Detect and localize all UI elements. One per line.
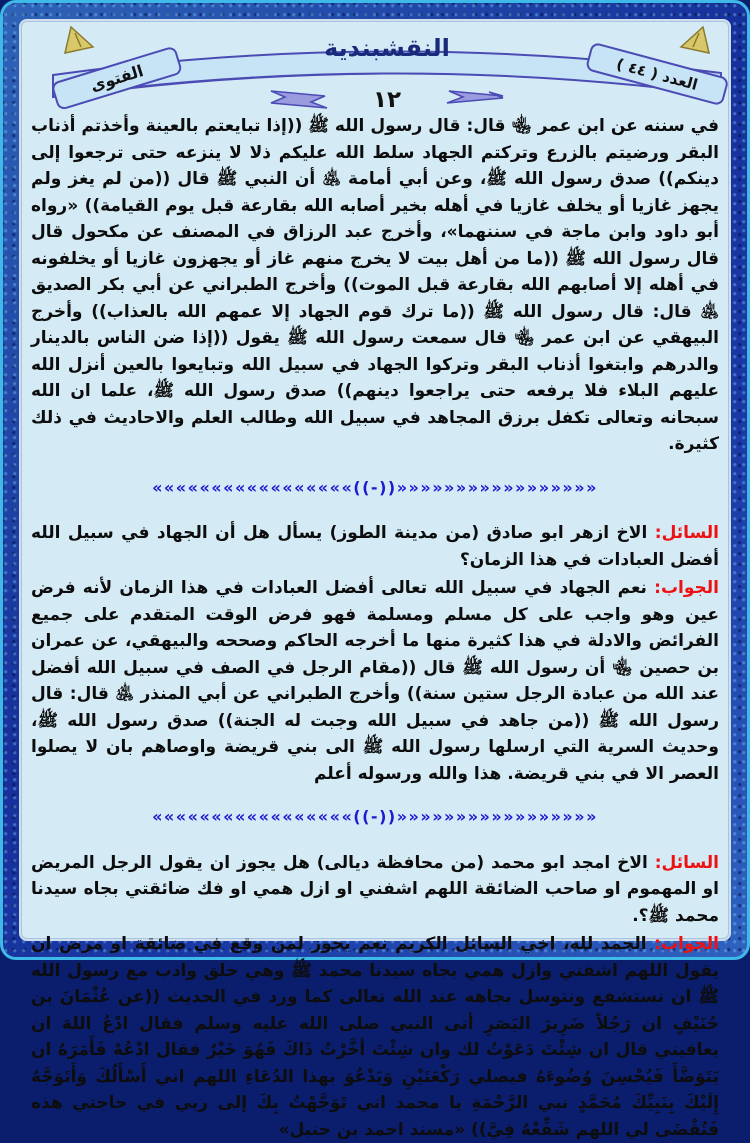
- fatwa-article: [31, 113, 719, 1143]
- intro-paragraph: في سننه عن ابن عمر ﵄ قال: قال رسول الله ﷺ ((إذا تبايعتم بالعينة وأخذتم أذناب البقر ورضيتم بالزرع وتركتم الجهاد سلط الله عليكم ذلا لا ينزعه حتى ترجعوا إلى دينكم)) صدق رسول الله ﷺ، وعن أبي أمامة ﵁ أن النبي ﷺ قال ((من لم يغز ولم يجهز غازيا أو يخلف غازيا في أهله بخير أصابه الله بقارعة قبل يوم القيامة)) «رواه أبو داود وابن ماجة في سننهما»، وأخرج عبد الرزاق في المصنف عن مكحول قال قال رسول الله ﷺ ((ما من أهل بيت لا يخرج منهم غاز أو يجهزون غازيا أو يخلفونه في أهله إلا أصابهم الله بقارعة قبل الموت)) وأخرج الطبراني عن أبي بكر الصديق ﵁ قال: قال رسول الله ﷺ ((ما ترك قوم الجهاد إلا عمهم الله بالعذاب)) وأخرج البيهقي عن ابن عمر ﵄ قال سمعت رسول الله ﷺ يقول ((إذا ضن الناس بالدينار والدرهم وابتغوا أذناب البقر وتركوا الجهاد في سبيل الله وتبايعوا بالعين أنزل الله عليهم البلاء فلا يرفعه حتى يراجعوا دينهم)) صدق رسول الله ﷺ، علما ان الله سبحانه وتعالى تكفل برزق المجاهد في سبيل الله وطالب العلم والاحاديث في ذلك كثيرة.: [31, 116, 719, 454]
- answer-1: [31, 575, 719, 787]
- page-content-area: [19, 19, 731, 1140]
- question-2-label: السائل:: [654, 852, 719, 873]
- question-2-text: الاخ امجد ابو محمد (من محافظة ديالى) هل يجوز ان يقول الرجل المريض او المهموم او صاحب الضائقة اللهم اشفني او ازل همي او فك ضائقتي بجاه سيدنا محمد ﷺ؟.: [31, 852, 719, 926]
- pen-nib-left-icon: [65, 27, 93, 53]
- separator-chevrons: «««««««««««««««««((-))»»»»»»»»»»»»»»»»»: [152, 477, 598, 497]
- answer-2-label: الجواب:: [654, 934, 719, 954]
- ribbon-twist-right: [447, 91, 503, 103]
- question-1-label: السائل:: [654, 523, 720, 543]
- answer-1-label: الجواب:: [654, 578, 719, 598]
- question-2: [31, 850, 719, 930]
- ribbon-scroll-left: [52, 47, 182, 110]
- pen-nib-right-icon: [681, 27, 709, 53]
- issue-label: العدد ( ٤٤ ): [614, 55, 700, 94]
- answer-2-text: الحمد لله، اخي السائل الكريم نعم يجوز لمن وقع في ضائقة او مرض ان يقول اللهم اشفني وازل همي بجاه سيدنا محمد ﷺ وهي خلق وادب مع رسول الله ﷺ ان نستشفع ونتوسل بجاهه عند الله تعالى كما ورد في الحديث ((عن عُثْمَانَ بن حُنَيْفٍ ان رَجُلاً ضَرِيرَ البَصَرِ أتى النبي صلى الله عليه وسلم فقال ادْعُ اللهَ ان يعافيني قال ان شِئْتَ دَعَوْتُ لك وان شِئْتَ أخَّرْتُ ذَاكَ فَهُوَ خَيْرٌ فقال ادْعُهْ فَأَمَرَهُ ان يَتَوَضَّأَ فَيُحْسِنَ وُضُوءَهُ فيصلي رَكْعَتَيْنِ وَيَدْعُوَ بهذا الدُعَاءِ اللهم اني أَسْأَلُكَ وَأَتَوَجَّهُ إِلَيْكَ بِنَبِيِّكَ مُحَمَّدٍ نبي الرَّحْمَةِ يا محمد اني تَوَجَّهْتُ بِكَ إلى ربي في حاجتي هذه فَتُقْضَى لي اللهم شَفِّعْهُ فِيَّ)) «مسند احمد بن حنبل»: [31, 934, 719, 1140]
- section-separator: [31, 475, 719, 502]
- question-1-text: الاخ ازهر ابو صادق (من مدينة الطوز) يسأل هل أن الجهاد في سبيل الله أفضل العبادات في هذا الزمان؟: [31, 523, 719, 570]
- header-ribbon-banner: [31, 23, 743, 111]
- question-1: [31, 520, 719, 573]
- section-label: الفتوى: [88, 61, 146, 96]
- page-number: ١٢: [372, 87, 402, 113]
- magazine-title: النقشبندية: [324, 34, 450, 62]
- answer-2: [31, 931, 719, 1143]
- answer-1-text: نعم الجهاد في سبيل الله تعالى أفضل العبادات في هذا الزمان لأنه فرض عين وهو واجب على كل مسلم ومسلمة فهو فرض الوقت المتقدم على جميع الفرائض والادلة في هذا كثيرة منها ما أخرجه الحاكم وصححه والبيهقي، عن عمران بن حصين ﵄ أن رسول الله ﷺ قال ((مقام الرجل في الصف في سبيل الله أفضل عند الله من عبادة الرجل ستين سنة)) وأخرج الطبراني عن أبي المنذر ﵁ قال: قال رسول الله ﷺ ((من جاهد في سبيل الله وجبت له الجنة)) صدق رسول الله ﷺ، وحديث السرية التي ارسلها رسول الله ﷺ الى بني قريضة واوصاهم بان لا يصلوا العصر الا في بني قريضة. هذا والله ورسوله أعلم: [31, 578, 719, 784]
- separator-chevrons: «««««««««««««««««((-))»»»»»»»»»»»»»»»»»: [152, 807, 598, 826]
- ribbon-twist-left: [271, 91, 327, 108]
- section-separator: [31, 804, 719, 831]
